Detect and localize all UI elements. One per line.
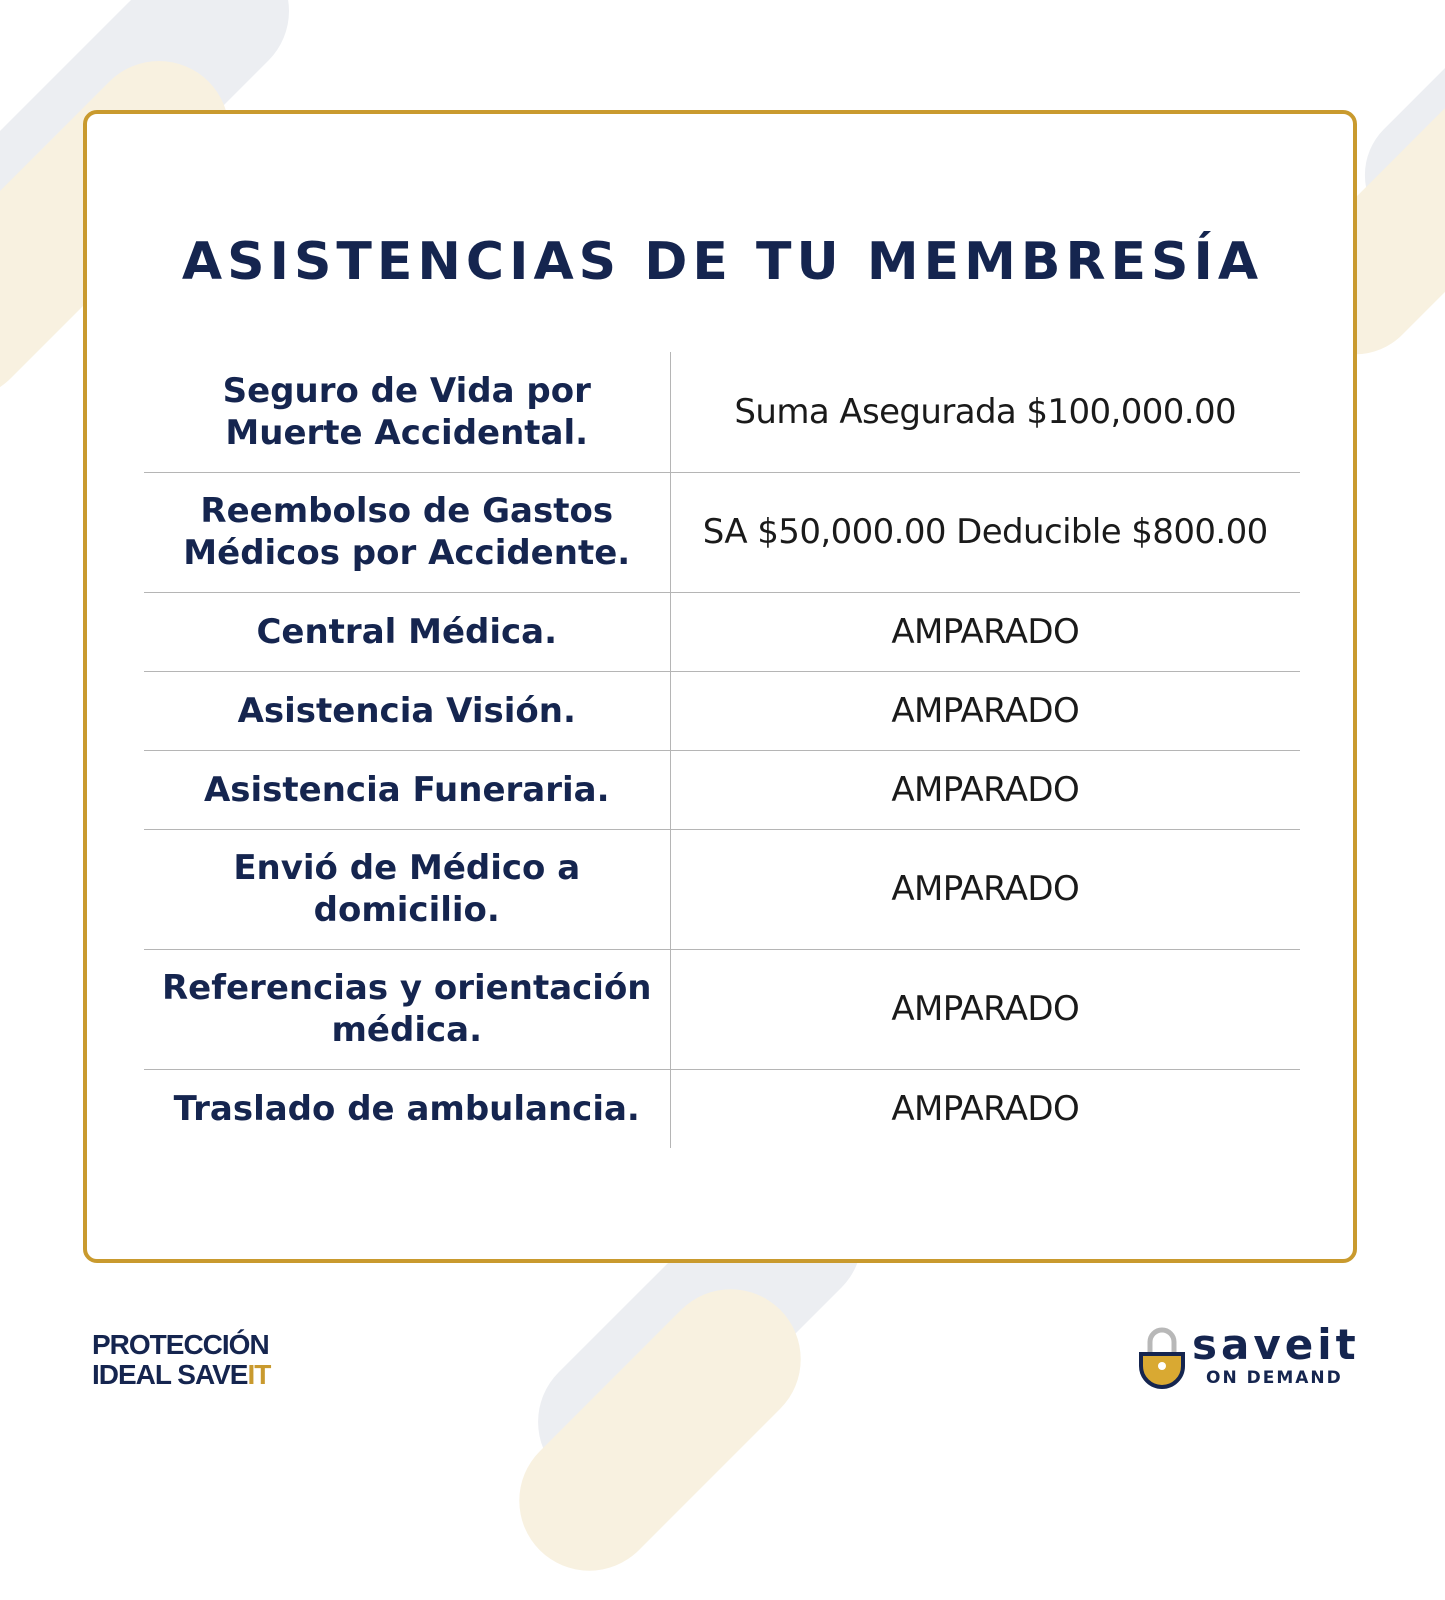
logo-wordmark-main: save — [1192, 1320, 1318, 1369]
footer-line2-accent: IT — [247, 1359, 271, 1390]
benefit-label: Central Médica. — [144, 592, 670, 671]
table-row — [144, 671, 1300, 750]
benefit-value: SA $50,000.00 Deducible $800.00 — [670, 472, 1300, 592]
table-row — [144, 949, 1300, 1069]
table-row — [144, 829, 1300, 949]
logo-wordmark-accent: it — [1317, 1320, 1360, 1369]
benefit-label: Envió de Médico a domicilio. — [144, 829, 670, 949]
benefit-value: AMPARADO — [670, 592, 1300, 671]
benefit-label: Traslado de ambulancia. — [144, 1069, 670, 1148]
footer-line2-main: IDEAL SAVE — [92, 1359, 248, 1390]
logo-wordmark — [1192, 1320, 1360, 1369]
footer-line2 — [92, 1360, 270, 1390]
saveit-logo — [1136, 1320, 1366, 1396]
page-title: ASISTENCIAS DE TU MEMBRESÍA — [181, 232, 1264, 292]
benefit-value: AMPARADO — [670, 750, 1300, 829]
table-row — [144, 472, 1300, 592]
benefit-value: AMPARADO — [670, 829, 1300, 949]
benefit-value: AMPARADO — [891, 1088, 1080, 1129]
table-row — [144, 352, 1300, 472]
logo-tagline: ON DEMAND — [1206, 1368, 1343, 1388]
benefit-label: Asistencia Visión. — [144, 671, 670, 750]
benefit-value: AMPARADO — [670, 949, 1300, 1069]
table-row — [144, 592, 1300, 671]
benefit-value: AMPARADO — [670, 671, 1300, 750]
table-row — [144, 750, 1300, 829]
benefit-value: Suma Asegurada $100,000.00 — [670, 352, 1300, 472]
benefit-label: Referencias y orientación médica. — [144, 949, 670, 1069]
footer-tagline — [92, 1330, 270, 1390]
benefit-label: Seguro de Vida por Muerte Accidental. — [144, 352, 670, 472]
footer-line1: PROTECCIÓN — [92, 1329, 269, 1360]
padlock-icon — [1136, 1326, 1188, 1390]
benefits-table — [144, 352, 1300, 1148]
table-row — [144, 1069, 1300, 1148]
benefit-label: Asistencia Funeraria. — [144, 750, 670, 829]
benefit-label: Reembolso de Gastos Médicos por Accidente. — [144, 472, 670, 592]
